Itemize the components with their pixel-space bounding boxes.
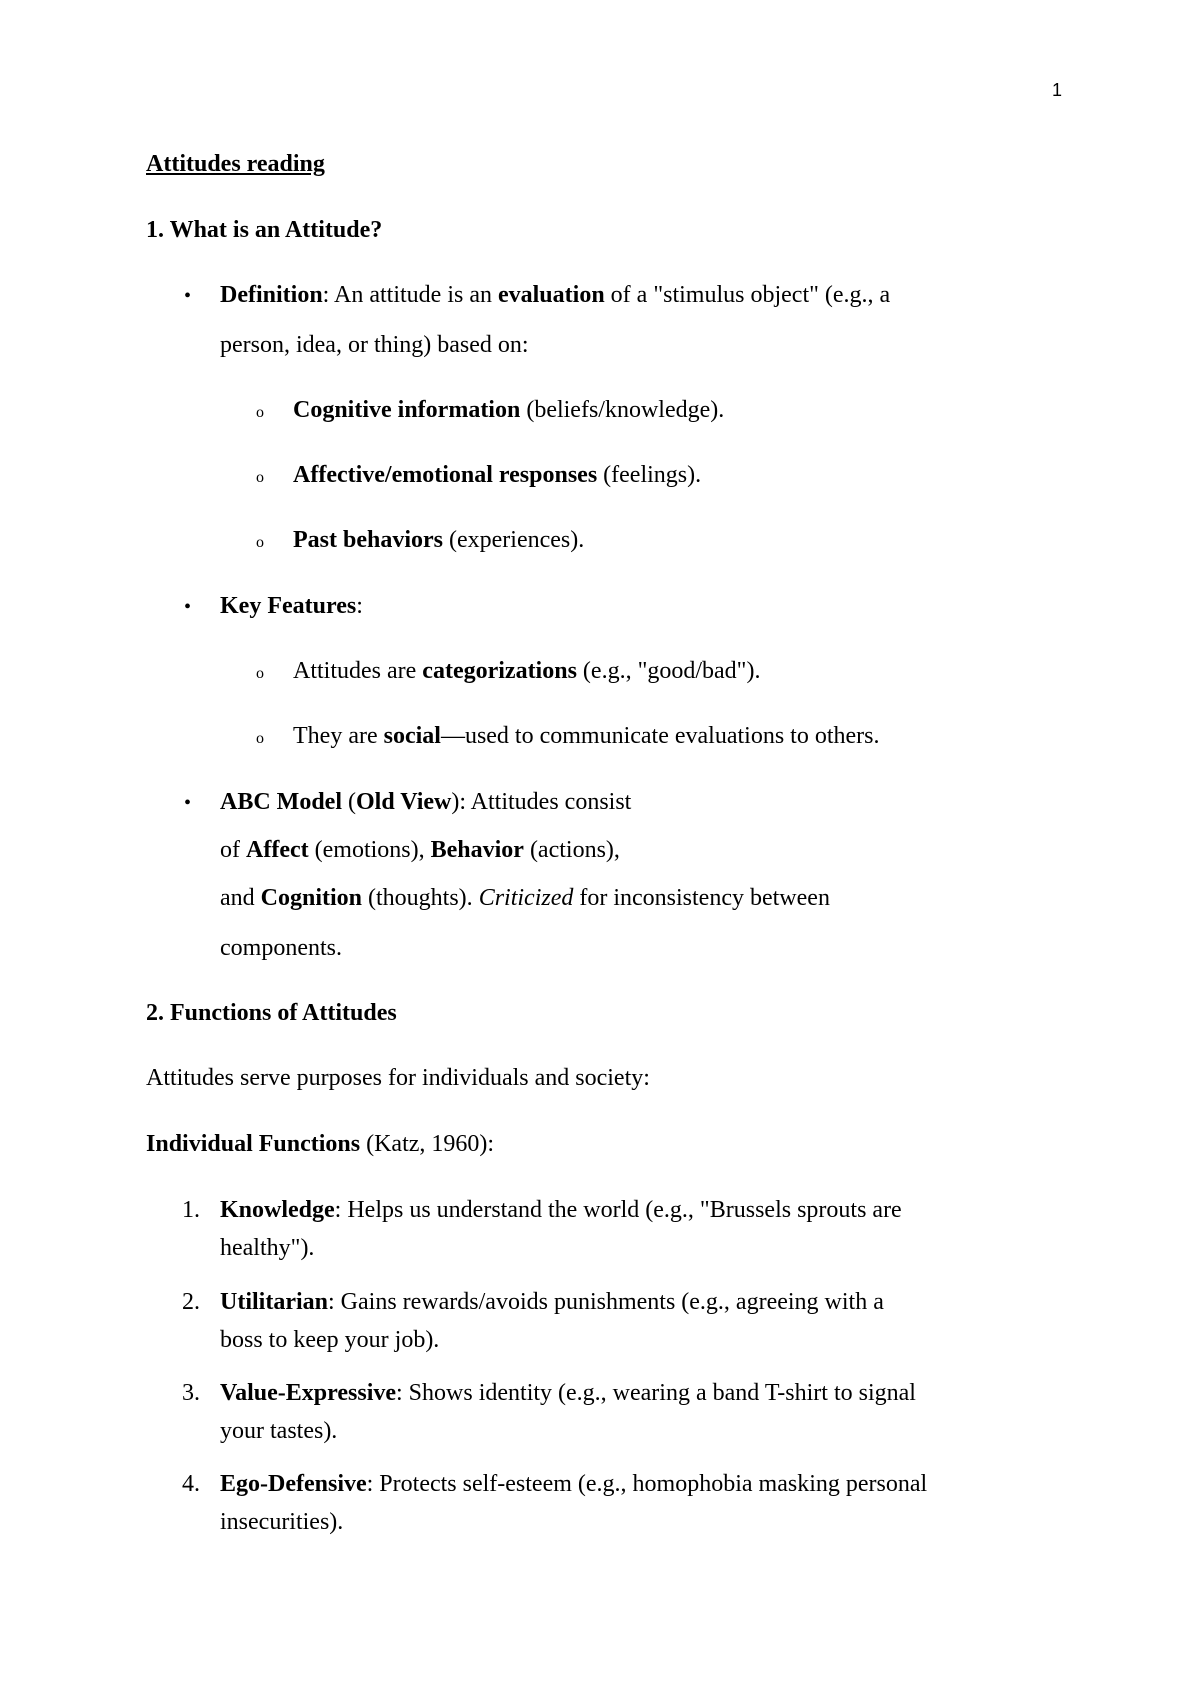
sub-bullet-icon: o xyxy=(256,404,264,421)
section-heading-1: 1. What is an Attitude? xyxy=(146,217,383,243)
list-number: 2. xyxy=(182,1289,200,1315)
section-2-intro: Attitudes serve purposes for individuals and society: xyxy=(146,1065,650,1091)
list-number: 4. xyxy=(182,1471,200,1497)
sub-bullet-icon: o xyxy=(256,534,264,551)
list-item: Attitudes are categorizations (e.g., "good/bad"). xyxy=(293,658,761,684)
list-item: Affective/emotional responses (feelings). xyxy=(293,462,702,488)
key-features-line: Key Features: xyxy=(220,593,363,619)
list-item: Value-Expressive: Shows identity (e.g., wearing a band T-shirt to signal xyxy=(220,1380,916,1406)
document-title: Attitudes reading xyxy=(146,151,325,177)
bullet-icon: • xyxy=(184,792,192,814)
definition-line-1: Definition: An attitude is an evaluation of a "stimulus object" (e.g., a xyxy=(220,282,891,308)
abc-line-4: components. xyxy=(220,935,342,961)
list-item: Past behaviors (experiences). xyxy=(293,527,585,553)
list-item-continuation: your tastes). xyxy=(220,1418,338,1444)
list-item-continuation: insecurities). xyxy=(220,1509,344,1535)
list-item: Cognitive information (beliefs/knowledge). xyxy=(293,397,725,423)
section-heading-2: 2. Functions of Attitudes xyxy=(146,1000,397,1026)
sub-bullet-icon: o xyxy=(256,730,264,747)
list-item: Utilitarian: Gains rewards/avoids punishments (e.g., agreeing with a xyxy=(220,1289,884,1315)
abc-line-3: and Cognition (thoughts). Criticized for inconsistency between xyxy=(220,885,830,911)
key-features-term: Key Features xyxy=(220,593,357,619)
abc-line-2: of Affect (emotions), Behavior (actions), xyxy=(220,837,620,863)
bullet-icon: • xyxy=(184,285,192,307)
individual-functions-label: Individual Functions (Katz, 1960): xyxy=(146,1131,495,1157)
abc-line-1: ABC Model (Old View): Attitudes consist xyxy=(220,789,632,815)
list-item-continuation: boss to keep your job). xyxy=(220,1327,440,1353)
definition-term: Definition xyxy=(220,282,323,308)
sub-bullet-icon: o xyxy=(256,665,264,682)
list-item: Knowledge: Helps us understand the world (e.g., "Brussels sprouts are xyxy=(220,1197,902,1223)
definition-line-2: person, idea, or thing) based on: xyxy=(220,332,529,358)
list-item-continuation: healthy"). xyxy=(220,1235,315,1261)
list-item: Ego-Defensive: Protects self-esteem (e.g., homophobia masking personal xyxy=(220,1471,928,1497)
list-number: 1. xyxy=(182,1197,200,1223)
sub-bullet-icon: o xyxy=(256,469,264,486)
list-number: 3. xyxy=(182,1380,200,1406)
bullet-icon: • xyxy=(184,596,192,618)
list-item: They are social—used to communicate evaluations to others. xyxy=(293,723,880,749)
page-number: 1 xyxy=(1052,80,1063,100)
